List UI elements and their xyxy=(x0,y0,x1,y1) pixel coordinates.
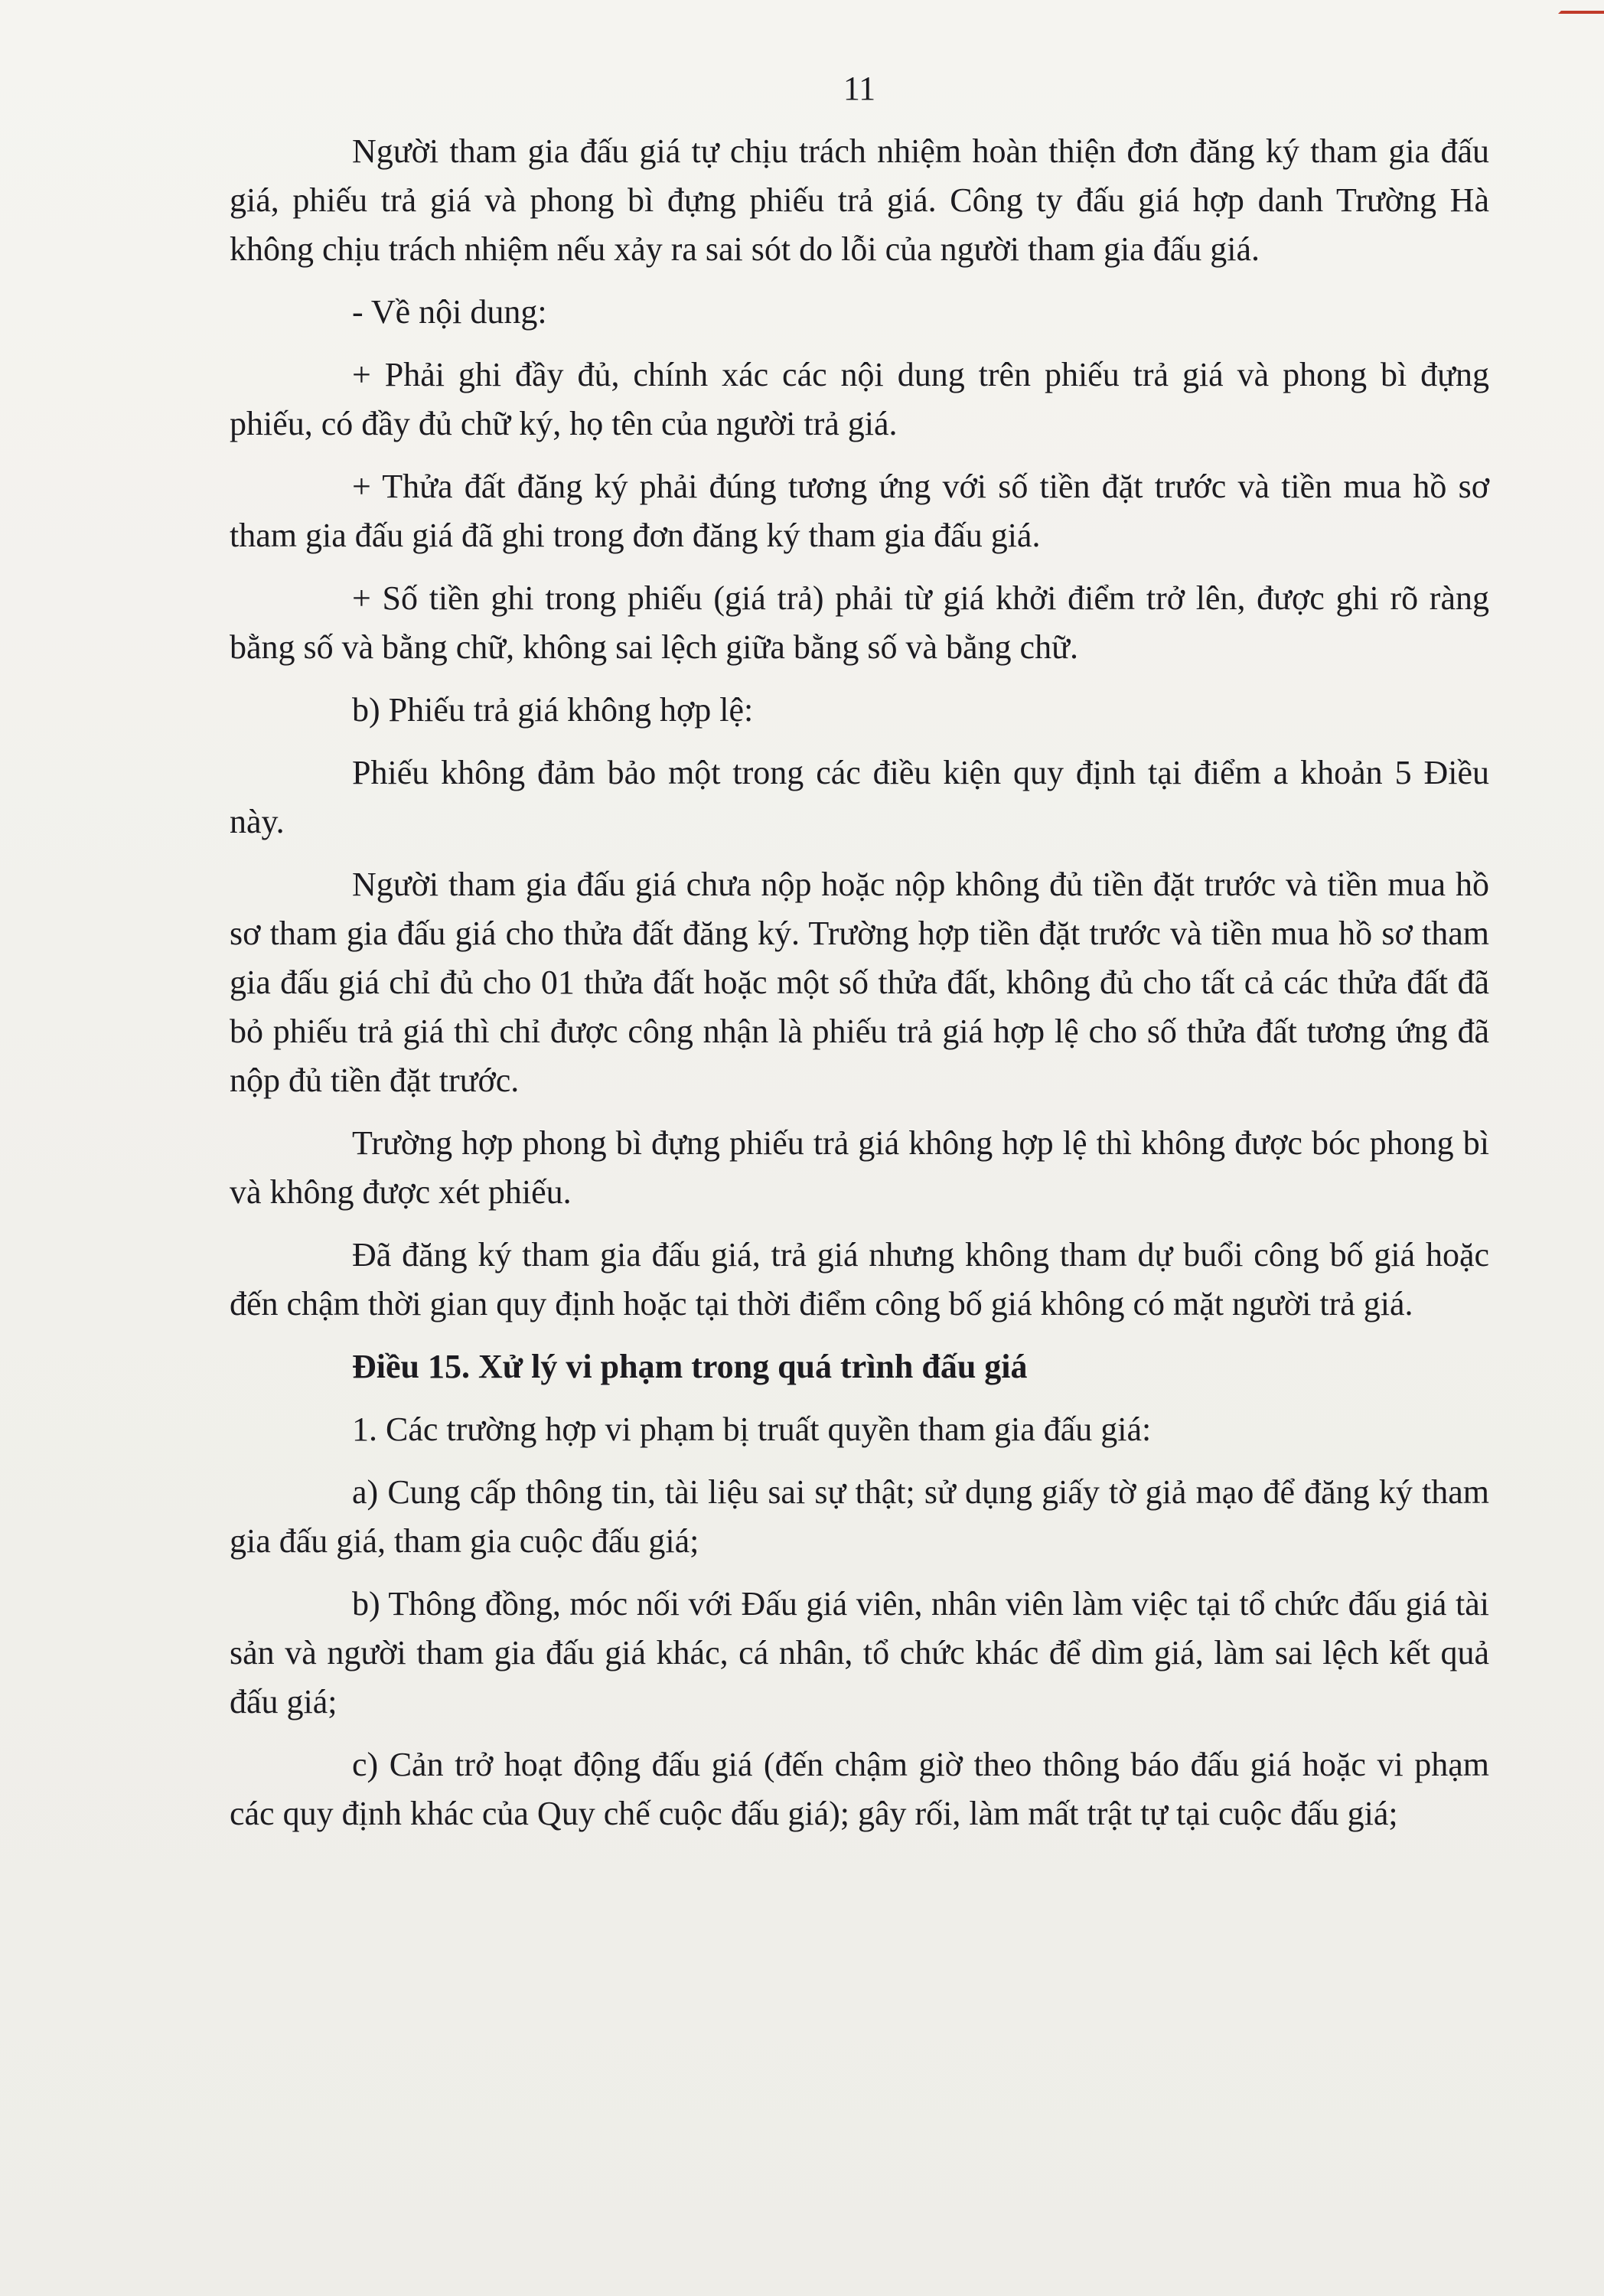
corner-mark xyxy=(1558,0,1604,14)
paragraph-responsibility: Người tham gia đấu giá tự chịu trách nhiệm hoàn thiện đơn đăng ký tham gia đấu giá, phiếu trả giá và phong bì đựng phiếu trả giá. Công ty đấu giá hợp danh Trường Hà không chịu trách nhiệm nếu xảy ra sai sót do lỗi của người tham gia đấu giá. xyxy=(230,132,1489,268)
article-15-heading: Điều 15. Xử lý vi phạm trong quá trình đấu giá xyxy=(352,1348,1028,1385)
paragraph-absence: Đã đăng ký tham gia đấu giá, trả giá nhưng không tham dự buổi công bố giá hoặc đến chậm thời gian quy định hoặc tại thời điểm công bố giá không có mặt người trả giá. xyxy=(230,1236,1489,1322)
paragraph-fill-complete: + Phải ghi đầy đủ, chính xác các nội dung trên phiếu trả giá và phong bì đựng phiếu, có đầy đủ chữ ký, họ tên của người trả giá. xyxy=(230,356,1489,442)
paragraph-violation-c: c) Cản trở hoạt động đấu giá (đến chậm giờ theo thông báo đấu giá hoặc vi phạm các quy định khác của Quy chế cuộc đấu giá); gây rối, làm mất trật tự tại cuộc đấu giá; xyxy=(230,1746,1489,1832)
paragraph-invalid-conditions: Phiếu không đảm bảo một trong các điều kiện quy định tại điểm a khoản 5 Điều này. xyxy=(230,754,1489,840)
paragraph-deposit: Người tham gia đấu giá chưa nộp hoặc nộp không đủ tiền đặt trước và tiền mua hồ sơ tham gia đấu giá cho thửa đất đăng ký. Trường hợp tiền đặt trước và tiền mua hồ sơ tham gia đấu giá chỉ đủ cho 01 thửa đất hoặc một số thửa đất, không đủ cho tất cả các thửa đất đã bỏ phiếu trả giá thì chỉ được công nhận là phiếu trả giá hợp lệ cho số thửa đất tương ứng đã nộp đủ tiền đặt trước. xyxy=(230,866,1489,1099)
paragraph-land-plot: + Thửa đất đăng ký phải đúng tương ứng với số tiền đặt trước và tiền mua hồ sơ tham gia đấu giá đã ghi trong đơn đăng ký tham gia đấu giá. xyxy=(230,468,1489,554)
paragraph-invalid-heading: b) Phiếu trả giá không hợp lệ: xyxy=(352,691,754,729)
paragraph-content-heading: - Về nội dung: xyxy=(352,293,547,331)
paragraph-violations-intro: 1. Các trường hợp vi phạm bị truất quyền tham gia đấu giá: xyxy=(352,1411,1152,1448)
paragraph-violation-a: a) Cung cấp thông tin, tài liệu sai sự thật; sử dụng giấy tờ giả mạo để đăng ký tham gia đấu giá, tham gia cuộc đấu giá; xyxy=(230,1473,1489,1560)
paragraph-amount: + Số tiền ghi trong phiếu (giá trả) phải từ giá khởi điểm trở lên, được ghi rõ ràng bằng số và bằng chữ, không sai lệch giữa bằng số và bằng chữ. xyxy=(230,579,1489,666)
paragraph-violation-b: b) Thông đồng, móc nối với Đấu giá viên, nhân viên làm việc tại tổ chức đấu giá tài sản và người tham gia đấu giá khác, cá nhân, tổ chức khác để dìm giá, làm sai lệch kết quả đấu giá; xyxy=(230,1585,1489,1720)
page-number: 11 xyxy=(843,70,876,107)
paragraph-envelope: Trường hợp phong bì đựng phiếu trả giá không hợp lệ thì không được bóc phong bì và không được xét phiếu. xyxy=(230,1124,1489,1211)
